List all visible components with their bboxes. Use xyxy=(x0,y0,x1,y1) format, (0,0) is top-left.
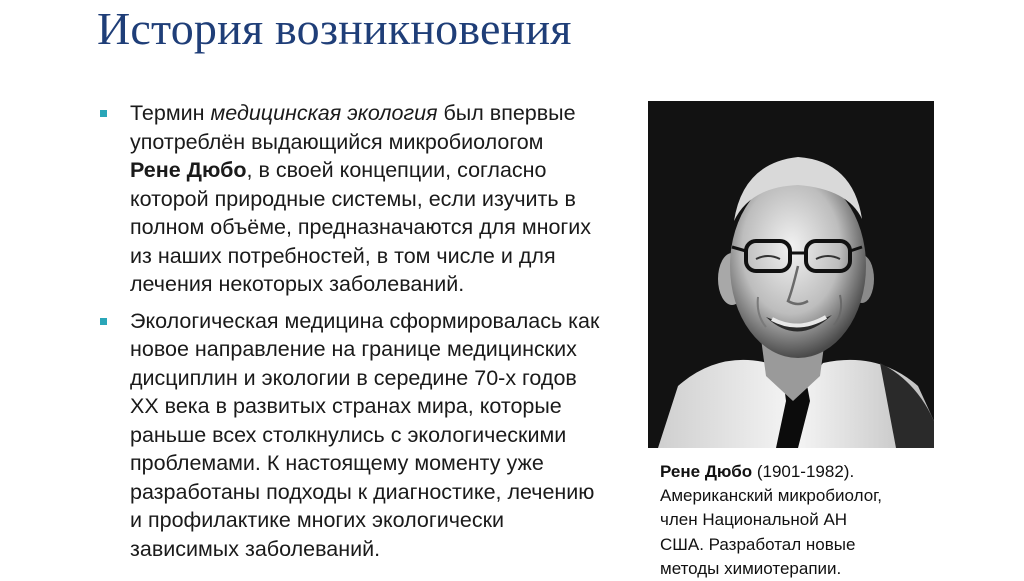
caption-line: США. Разработал новые xyxy=(660,534,856,554)
bullet-line: употреблён выдающийся микробиологом xyxy=(130,129,544,154)
bullet-line: зависимых заболеваний. xyxy=(130,536,381,561)
caption-line: Американский микробиолог, xyxy=(660,486,882,506)
bullet-line: новое направление на границе медицинских xyxy=(130,337,577,361)
bullet-list xyxy=(97,99,657,571)
bullet-line: дисциплин и экологии в середине 70-х годов xyxy=(130,365,577,390)
text-span: , в своей концепции, согласно xyxy=(246,158,547,182)
bullet-line: проблемами. К настоящему моменту уже xyxy=(130,451,544,475)
bullet-line xyxy=(130,156,657,185)
caption-person-name: Рене Дюбо xyxy=(660,462,753,481)
square-bullet-icon xyxy=(100,318,107,325)
bullet-line: XX века в развитых странах мира, которые xyxy=(130,394,562,418)
bullet-line: раньше всех столкнулись с экологическими xyxy=(130,422,567,447)
bullet-item-ecological-medicine xyxy=(97,307,657,564)
bullet-line xyxy=(130,99,657,128)
photo-caption xyxy=(660,460,960,581)
bullet-item-medical-ecology xyxy=(97,99,657,299)
text-span: Термин xyxy=(130,101,211,125)
caption-line: методы химиотерапии. xyxy=(660,558,842,578)
caption-line: член Национальной АН xyxy=(660,510,848,530)
bullet-line: лечения некоторых заболеваний. xyxy=(130,272,465,296)
term-emphasis: медицинская экология xyxy=(210,101,438,125)
bullet-line: разработаны подходы к диагностике, лечению xyxy=(130,479,595,504)
text-span: был впервые xyxy=(437,101,576,125)
bullet-line: которой природные системы, если изучить в xyxy=(130,186,576,211)
bullet-line: Экологическая медицина сформировалась как xyxy=(130,308,600,333)
caption-line xyxy=(660,460,960,484)
slide-title: История возникновения xyxy=(97,3,572,54)
square-bullet-icon xyxy=(100,110,107,117)
bullet-line: полном объёме, предназначаются для многих xyxy=(130,215,592,239)
person-name-strong: Рене Дюбо xyxy=(130,158,247,182)
caption-dates: (1901-1982). xyxy=(752,462,855,481)
bullet-line: и профилактике многих экологически xyxy=(130,508,505,532)
portrait-illustration xyxy=(648,101,934,448)
portrait-photo xyxy=(648,101,934,448)
bullet-line: из наших потребностей, в том числе и для xyxy=(130,243,556,268)
